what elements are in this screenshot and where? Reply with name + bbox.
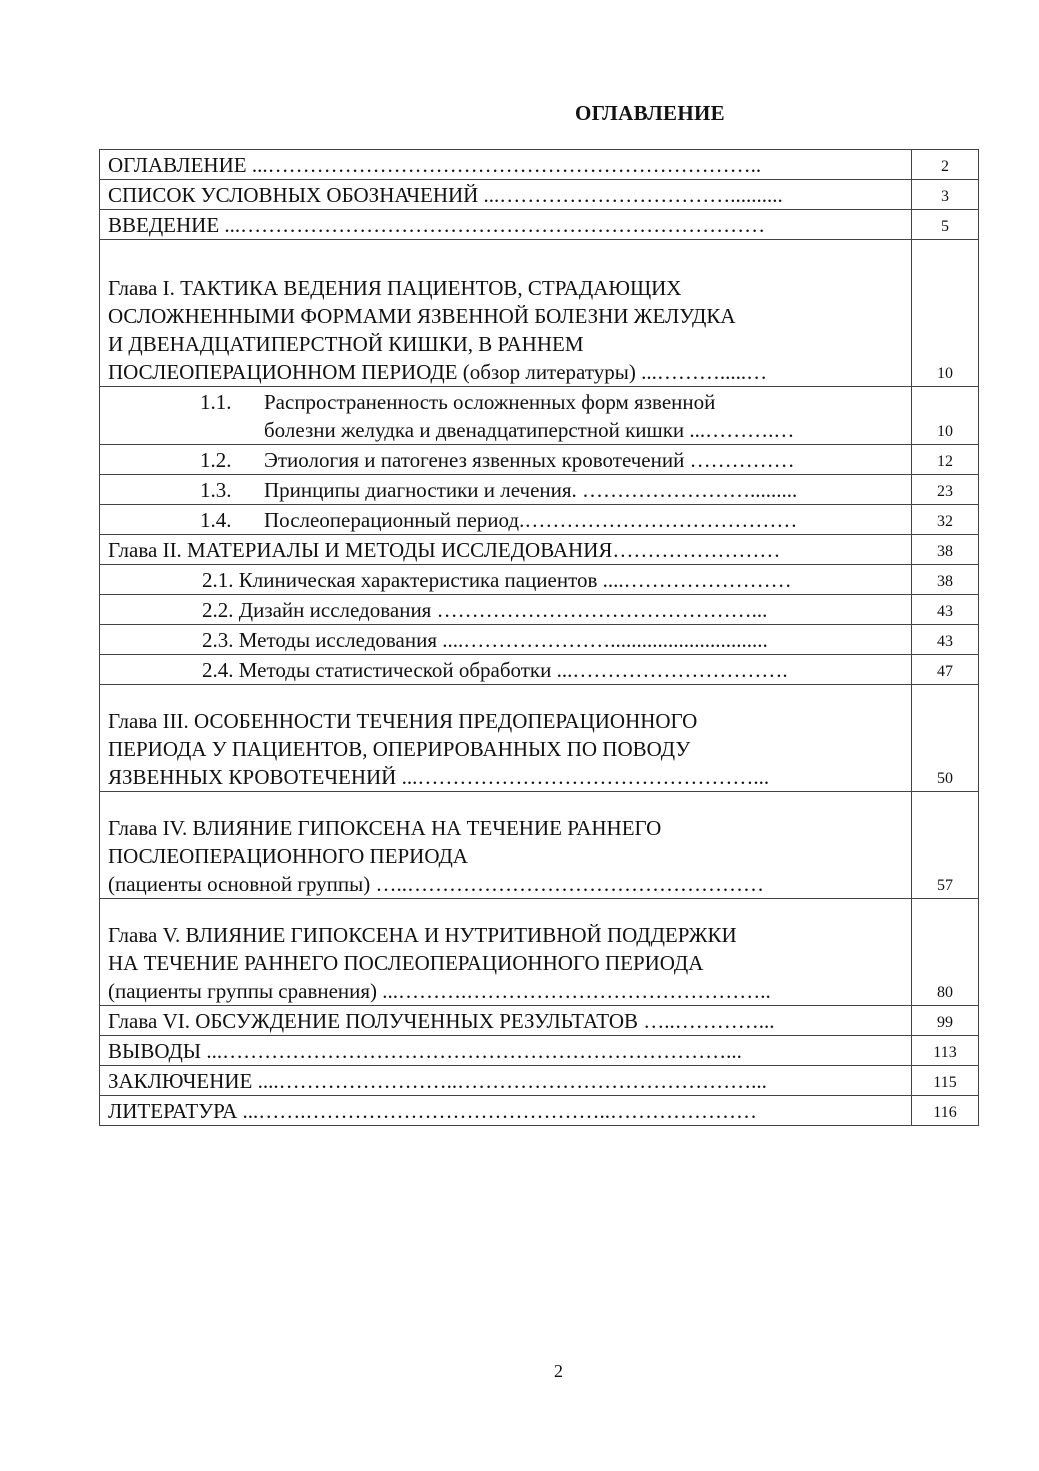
toc-page-number: 3 <box>941 188 949 205</box>
toc-page-cell <box>912 565 979 595</box>
toc-entry-line <box>202 566 907 594</box>
toc-entry-title: ВВЕДЕНИЕ ...………………………………………………………………… <box>108 213 766 237</box>
toc-entry-text <box>100 792 912 899</box>
toc-entry-text <box>100 685 912 792</box>
toc-row <box>100 387 979 445</box>
toc-page-number: 116 <box>933 1104 957 1121</box>
toc-entry-line <box>108 274 907 302</box>
toc-row <box>100 1066 979 1096</box>
page-title: ОГЛАВЛЕНИЕ <box>575 101 725 125</box>
toc-section-number: 1.1. <box>200 390 232 414</box>
toc-entry-line <box>202 656 907 684</box>
toc-page-number: 5 <box>941 218 949 235</box>
toc-row <box>100 445 979 475</box>
toc-page-number: 50 <box>937 770 953 787</box>
toc-entry-line <box>108 358 907 386</box>
toc-page-number: 12 <box>937 453 953 470</box>
toc-page-cell <box>912 899 979 1006</box>
toc-entry-line <box>200 506 907 534</box>
toc-page-number: 32 <box>937 513 953 530</box>
toc-row <box>100 685 979 792</box>
toc-entry-line <box>108 1007 907 1035</box>
toc-entry-text <box>100 899 912 1006</box>
toc-row <box>100 625 979 655</box>
toc-entry-text <box>100 180 912 210</box>
toc-entry-title: Распространенность осложненных форм язвенной <box>264 390 716 414</box>
toc-page-cell <box>912 445 979 475</box>
toc-row <box>100 1006 979 1036</box>
toc-table <box>99 149 979 1126</box>
toc-entry-text <box>100 655 912 685</box>
toc-page-number: 43 <box>937 603 953 620</box>
toc-row <box>100 535 979 565</box>
toc-page-cell <box>912 150 979 180</box>
toc-row <box>100 1036 979 1066</box>
toc-entry-line <box>200 388 907 416</box>
toc-entry-line <box>108 151 907 179</box>
toc-entry-title: ВЫВОДЫ ...………………………………………………………………... <box>108 1039 742 1063</box>
toc-entry-title: Принципы диагностики и лечения. ……………………......... <box>264 478 798 502</box>
toc-page-number: 2 <box>941 158 949 175</box>
toc-row <box>100 595 979 625</box>
toc-entry-title: 2.3. Методы исследования ....………………….............................. <box>202 628 768 652</box>
toc-entry-line <box>108 1067 907 1095</box>
toc-entry-line <box>202 596 907 624</box>
toc-entry-line <box>108 211 907 239</box>
toc-page-cell <box>912 387 979 445</box>
toc-entry-line <box>108 707 907 735</box>
toc-body <box>100 150 979 1126</box>
toc-page-number: 38 <box>937 543 953 560</box>
toc-row <box>100 475 979 505</box>
toc-page-cell <box>912 685 979 792</box>
toc-entry-line <box>108 536 907 564</box>
toc-page-number: 113 <box>933 1044 957 1061</box>
toc-entry-title: 2.1. Клиническая характеристика пациентов ....…………………… <box>202 568 792 592</box>
toc-entry-text <box>100 625 912 655</box>
toc-page-cell <box>912 180 979 210</box>
toc-entry-text <box>100 505 912 535</box>
toc-entry-title: ЯЗВЕННЫХ КРОВОТЕЧЕНИЙ ...…………………………………………... <box>108 765 770 789</box>
toc-entry-line <box>108 763 907 791</box>
toc-row <box>100 180 979 210</box>
toc-entry-title: Глава V. ВЛИЯНИЕ ГИПОКСЕНА И НУТРИТИВНОЙ ПОДДЕРЖКИ <box>108 923 737 947</box>
toc-entry-title: СПИСОК УСЛОВНЫХ ОБОЗНАЧЕНИЙ ...…………………………….......... <box>108 183 783 207</box>
toc-entry-title: ОСЛОЖНЕННЫМИ ФОРМАМИ ЯЗВЕННОЙ БОЛЕЗНИ ЖЕЛУДКА <box>108 304 736 328</box>
toc-entry-title: 2.2. Дизайн исследования ………………………………………... <box>202 598 768 622</box>
toc-page-cell <box>912 595 979 625</box>
toc-entry-line <box>200 446 907 474</box>
toc-row <box>100 240 979 387</box>
toc-row <box>100 505 979 535</box>
toc-page-number: 23 <box>937 483 953 500</box>
toc-entry-line <box>108 181 907 209</box>
toc-entry-line <box>108 330 907 358</box>
toc-row <box>100 150 979 180</box>
toc-entry-title: ПОСЛЕОПЕРАЦИОННОМ ПЕРИОДЕ (обзор литературы) ...……….....… <box>108 360 768 384</box>
toc-row <box>100 655 979 685</box>
toc-entry-line <box>108 1097 907 1125</box>
toc-entry-text <box>100 475 912 505</box>
toc-entry-line <box>108 814 907 842</box>
toc-entry-title: ПОСЛЕОПЕРАЦИОННОГО ПЕРИОДА <box>108 844 468 868</box>
toc-entry-title: болезни желудка и двенадцатиперстной кишки ...……….… <box>264 418 795 442</box>
toc-entry-line <box>108 842 907 870</box>
toc-page-cell <box>912 1096 979 1126</box>
toc-entry-line <box>108 302 907 330</box>
toc-entry-text <box>100 1006 912 1036</box>
toc-row <box>100 210 979 240</box>
toc-entry-title: (пациенты группы сравнения) ...……….…………………………………….. <box>108 979 771 1003</box>
toc-entry-title: Глава I. ТАКТИКА ВЕДЕНИЯ ПАЦИЕНТОВ, СТРАДАЮЩИХ <box>108 276 682 300</box>
page-number: 2 <box>554 1361 563 1381</box>
toc-entry-title: НА ТЕЧЕНИЕ РАННЕГО ПОСЛЕОПЕРАЦИОННОГО ПЕРИОДА <box>108 951 704 975</box>
toc-page-number: 80 <box>937 984 953 1001</box>
toc-entry-line <box>200 416 907 444</box>
toc-entry-line <box>108 977 907 1005</box>
toc-section-number: 1.2. <box>200 448 232 472</box>
toc-page-number: 115 <box>933 1074 957 1091</box>
toc-entry-line <box>108 921 907 949</box>
toc-page-cell <box>912 655 979 685</box>
toc-entry-text <box>100 1096 912 1126</box>
toc-entry-title: Глава VI. ОБСУЖДЕНИЕ ПОЛУЧЕННЫХ РЕЗУЛЬТАТОВ …..…………... <box>108 1009 775 1033</box>
toc-entry-text <box>100 535 912 565</box>
toc-entry-title: Глава II. МАТЕРИАЛЫ И МЕТОДЫ ИССЛЕДОВАНИЯ…………………… <box>108 538 781 562</box>
toc-page-cell <box>912 1066 979 1096</box>
toc-section-number: 1.4. <box>200 508 232 532</box>
toc-entry-line <box>108 949 907 977</box>
toc-page-cell <box>912 210 979 240</box>
toc-entry-line <box>202 626 907 654</box>
toc-row <box>100 1096 979 1126</box>
toc-page-number: 10 <box>937 365 953 382</box>
toc-entry-title: ЛИТЕРАТУРА ...…….……………………………………..………………… <box>108 1099 757 1123</box>
toc-entry-line <box>108 735 907 763</box>
toc-page-cell <box>912 240 979 387</box>
toc-entry-title: Этиология и патогенез язвенных кровотечений …………… <box>264 448 795 472</box>
toc-page-cell <box>912 535 979 565</box>
toc-page-cell <box>912 475 979 505</box>
toc-entry-title: ЗАКЛЮЧЕНИЕ ....……………………..……………………………………... <box>108 1069 767 1093</box>
toc-entry-text <box>100 387 912 445</box>
toc-entry-text <box>100 240 912 387</box>
toc-row <box>100 565 979 595</box>
toc-entry-text <box>100 445 912 475</box>
toc-page-number: 38 <box>937 573 953 590</box>
toc-entry-text <box>100 1036 912 1066</box>
toc-page-cell <box>912 625 979 655</box>
toc-entry-line <box>108 1037 907 1065</box>
toc-page-number: 47 <box>937 663 953 680</box>
toc-entry-title: Глава IV. ВЛИЯНИЕ ГИПОКСЕНА НА ТЕЧЕНИЕ РАННЕГО <box>108 816 662 840</box>
toc-entry-line <box>108 870 907 898</box>
toc-section-number: 1.3. <box>200 478 232 502</box>
toc-page-cell <box>912 505 979 535</box>
toc-page-cell <box>912 1006 979 1036</box>
toc-entry-text <box>100 1066 912 1096</box>
toc-entry-title: ОГЛАВЛЕНИЕ ...…………………………………………………………….. <box>108 153 762 177</box>
toc-page-number: 43 <box>937 633 953 650</box>
toc-page-number: 10 <box>937 423 953 440</box>
toc-entry-title: И ДВЕНАДЦАТИПЕРСТНОЙ КИШКИ, В РАННЕМ <box>108 332 584 356</box>
toc-entry-text <box>100 210 912 240</box>
toc-entry-text <box>100 565 912 595</box>
toc-page-number: 99 <box>937 1014 953 1031</box>
toc-row <box>100 792 979 899</box>
toc-entry-line <box>200 476 907 504</box>
toc-entry-title: ПЕРИОДА У ПАЦИЕНТОВ, ОПЕРИРОВАННЫХ ПО ПОВОДУ <box>108 737 691 761</box>
toc-entry-text <box>100 595 912 625</box>
toc-entry-title: Глава III. ОСОБЕННОСТИ ТЕЧЕНИЯ ПРЕДОПЕРАЦИОННОГО <box>108 709 698 733</box>
toc-entry-text <box>100 150 912 180</box>
toc-row <box>100 899 979 1006</box>
toc-entry-title: 2.4. Методы статистической обработки ...…………………………. <box>202 658 788 682</box>
toc-entry-title: Послеоперационный период.………………………………… <box>264 508 798 532</box>
toc-page-number: 57 <box>937 877 953 894</box>
toc-page-cell <box>912 1036 979 1066</box>
toc-page-cell <box>912 792 979 899</box>
toc-entry-title: (пациенты основной группы) …..…………………………………………… <box>108 872 765 896</box>
